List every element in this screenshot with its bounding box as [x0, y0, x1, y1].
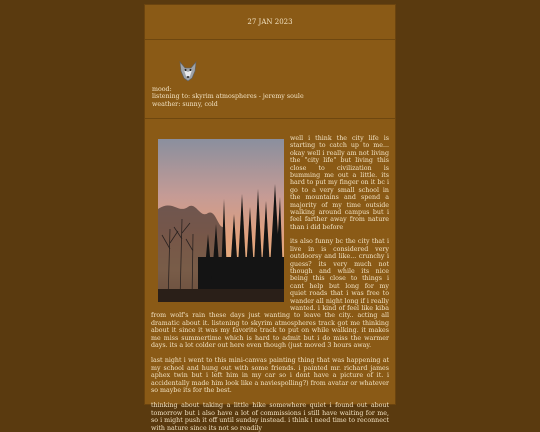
wolf-avatar-icon — [177, 60, 199, 82]
journal-entry-card — [144, 4, 396, 432]
entry-date: 27 JAN 2023 — [145, 5, 395, 40]
entry-body — [145, 119, 395, 432]
sunset-trees-photo — [158, 139, 284, 302]
entry-paragraph: thinking about taking a little hike somewhere quiet i found out about tomorrow but i also have a lot of commissions i still have waiting for me, so i might push it off until sunday instead. i think i need time to reconnect with nature since its not so readily — [151, 402, 389, 432]
entry-paragraph: well i think the city life is starting to catch up to me... okay well i really am not living the "city life" but living this close to civilization is bumming me out a little. its hard to put my finger on it bc i go to a very small school in the mountains and spend a majority of my time outside walking around campus but i feel farther away from nature than i did before — [290, 135, 389, 231]
weather: weather: sunny, cold — [152, 100, 218, 108]
entry-meta — [145, 40, 395, 119]
entry-paragraph: its also funny bc the city that i live in is considered very outdoorsy and like... crunchy i guess? its very much not though and while its nice being this close to things i cant help but long for my quiet roads that i was free to wander all night long if i really wanted. i kind of feel like kiba from wolf's rain these days just wanting to leave the city.. acting all dramatic about it. listening to skyrim atmospheres track got me thinking about it since it was my favorite track to put on while walking. it makes me miss summertime which is hard to admit but i do miss the warmer days. its a lot colder out here even though (just moved 3 hours away. — [151, 238, 389, 349]
listening-to: listening to: skyrim atmospheres - jeremy soule — [152, 93, 304, 101]
mood-label: mood: — [152, 86, 172, 93]
entry-paragraph: last night i went to this mini-canvas painting thing that was happening at my school and hung out with some friends. i painted mr. richard james aphex twin but i left him in my car so i dont have a picture of it. i accidentally made him look like a naviespolling?) from avatar or whatever so maybe its for the best. — [151, 357, 389, 394]
